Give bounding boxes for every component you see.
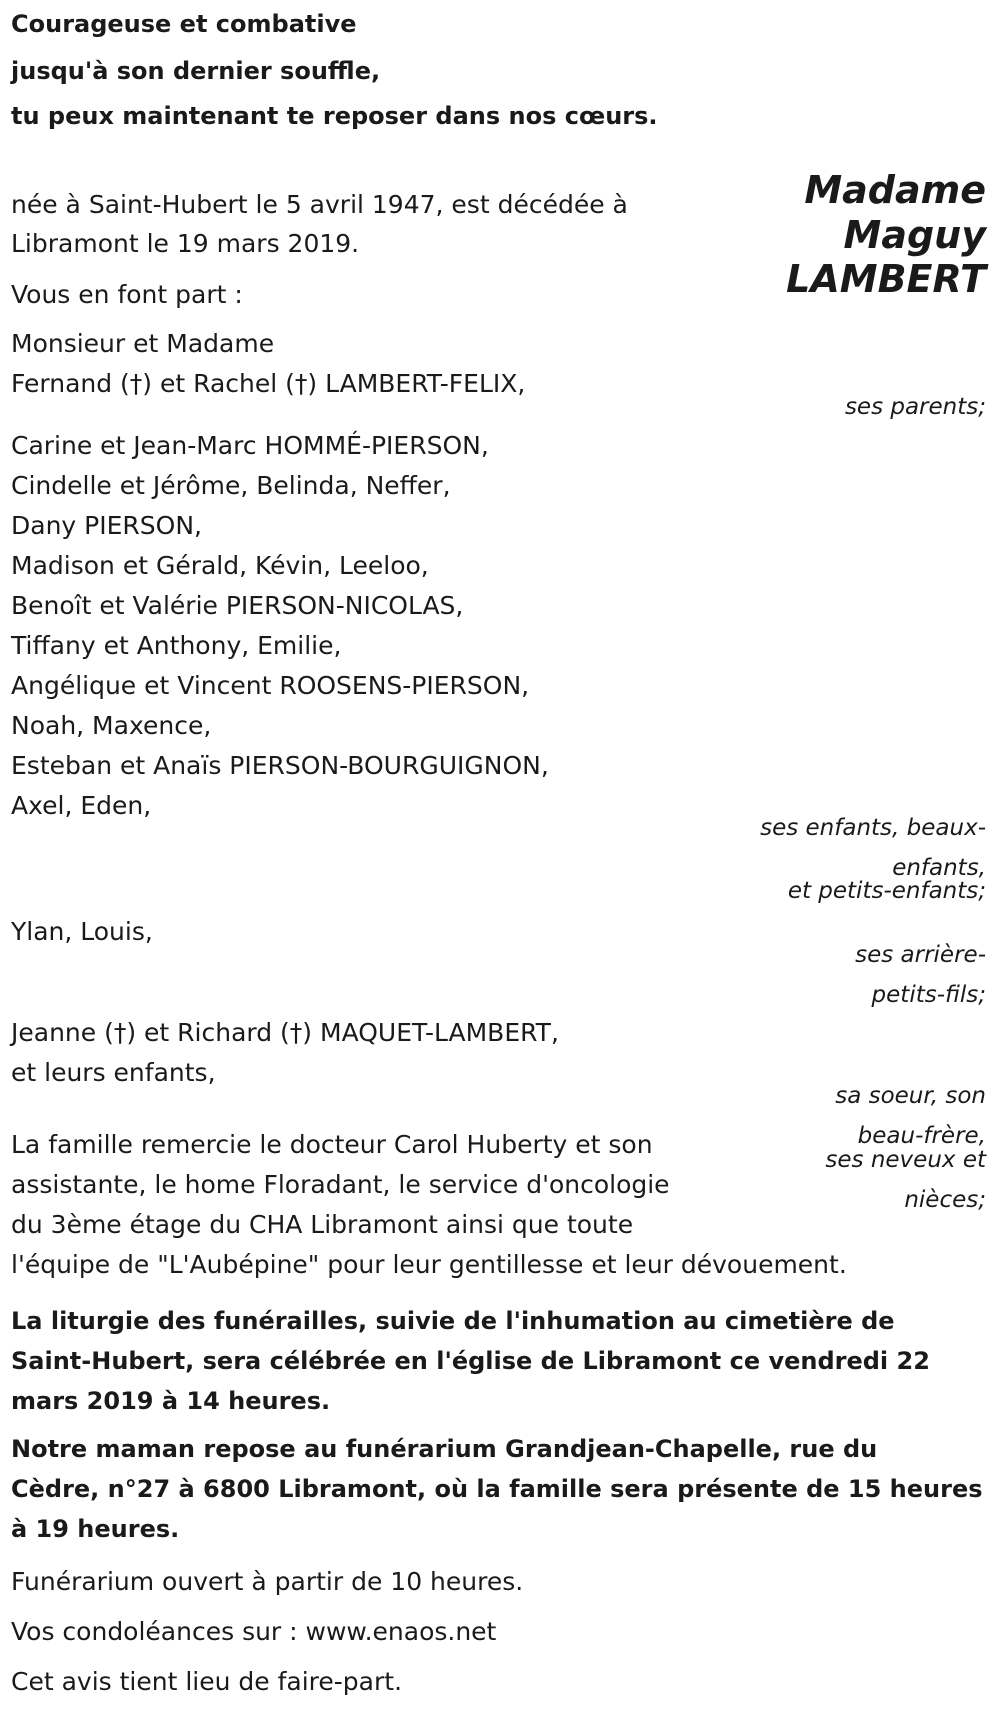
children-role-line-1: ses enfants, beaux- xyxy=(760,815,986,841)
condolences: Vos condoléances sur : www.enaos.net xyxy=(11,1617,497,1646)
sister-role-line-3: ses neveux et xyxy=(825,1147,986,1173)
parents-role: ses parents; xyxy=(844,394,986,420)
deceased-first-name: Maguy xyxy=(843,213,986,257)
rest-line-1: Notre maman repose au funérarium Grandjean-Chapelle, rue du xyxy=(11,1435,878,1463)
notice: Cet avis tient lieu de faire-part. xyxy=(11,1667,403,1696)
great-grandchildren-role-line-2: petits-fils; xyxy=(871,982,986,1008)
sister-role-line-2: beau-frère, xyxy=(857,1123,986,1149)
funeral-line-3: mars 2019 à 14 heures. xyxy=(11,1387,331,1415)
children-line: Carine et Jean-Marc HOMMÉ-PIERSON, xyxy=(11,431,489,460)
parents-line-2: Fernand (†) et Rachel (†) LAMBERT-FELIX, xyxy=(11,369,526,398)
rest-line-3: à 19 heures. xyxy=(11,1515,180,1543)
birth-death-line-2: Libramont le 19 mars 2019. xyxy=(11,229,360,258)
deceased-last-name: LAMBERT xyxy=(786,257,986,301)
children-line: Esteban et Anaïs PIERSON-BOURGUIGNON, xyxy=(11,751,549,780)
great-grandchildren-line: Ylan, Louis, xyxy=(11,917,153,946)
great-grandchildren-role-line-1: ses arrière- xyxy=(855,942,986,968)
birth-death-line-1: née à Saint-Hubert le 5 avril 1947, est décédée à xyxy=(11,190,628,219)
funerarium-hours: Funérarium ouvert à partir de 10 heures. xyxy=(11,1567,524,1596)
epitaph-line-1: Courageuse et combative xyxy=(11,10,357,38)
thanks-line-3: du 3ème étage du CHA Libramont ainsi que toute xyxy=(11,1210,634,1239)
announce: Vous en font part : xyxy=(11,280,243,309)
children-line: Cindelle et Jérôme, Belinda, Neffer, xyxy=(11,471,451,500)
funeral-line-2: Saint-Hubert, sera célébrée en l'église de Libramont ce vendredi 22 xyxy=(11,1347,930,1375)
children-line: Angélique et Vincent ROOSENS-PIERSON, xyxy=(11,671,530,700)
sister-line-2: et leurs enfants, xyxy=(11,1058,216,1087)
sister-role-line-1: sa soeur, son xyxy=(835,1083,986,1109)
thanks-line-2: assistante, le home Floradant, le service d'oncologie xyxy=(11,1170,670,1199)
rest-line-2: Cèdre, n°27 à 6800 Libramont, où la famille sera présente de 15 heures xyxy=(11,1475,983,1503)
sister-role-line-4: nièces; xyxy=(904,1187,986,1213)
children-line: Madison et Gérald, Kévin, Leeloo, xyxy=(11,551,429,580)
sister-line-1: Jeanne (†) et Richard (†) MAQUET-LAMBERT, xyxy=(11,1018,559,1047)
children-line: Noah, Maxence, xyxy=(11,711,212,740)
children-role-line-3: et petits-enfants; xyxy=(787,878,986,904)
children-line: Axel, Eden, xyxy=(11,791,152,820)
children-line: Dany PIERSON, xyxy=(11,511,202,540)
thanks-line-1: La famille remercie le docteur Carol Huberty et son xyxy=(11,1130,653,1159)
epitaph-line-2: jusqu'à son dernier souffle, xyxy=(11,57,381,85)
children-line: Benoît et Valérie PIERSON-NICOLAS, xyxy=(11,591,464,620)
epitaph-line-3: tu peux maintenant te reposer dans nos cœurs. xyxy=(11,102,658,130)
thanks-line-4: l'équipe de "L'Aubépine" pour leur gentillesse et leur dévouement. xyxy=(11,1250,847,1279)
funeral-line-1: La liturgie des funérailles, suivie de l'inhumation au cimetière de xyxy=(11,1307,895,1335)
children-line: Tiffany et Anthony, Emilie, xyxy=(11,631,342,660)
deceased-title: Madame xyxy=(804,168,986,212)
children-role-line-2: enfants, xyxy=(892,855,986,881)
parents-line-1: Monsieur et Madame xyxy=(11,329,275,358)
